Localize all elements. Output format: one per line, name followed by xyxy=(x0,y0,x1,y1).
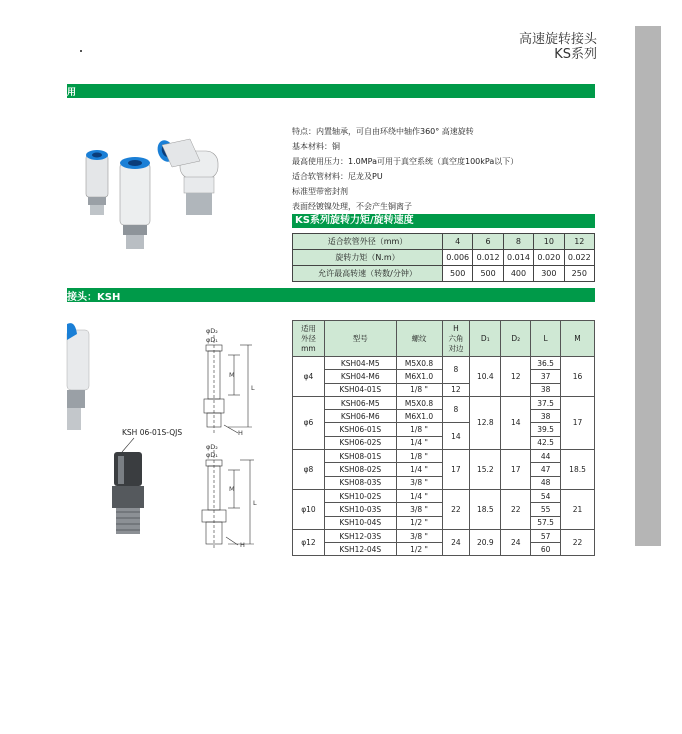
header-thread: 螺纹 xyxy=(396,321,442,357)
torque-row xyxy=(293,250,595,266)
cell-l: 55 xyxy=(531,503,561,516)
partial-fitting-photo xyxy=(67,320,97,450)
elbow-fitting xyxy=(155,138,218,215)
cell-model: KSH10-03S xyxy=(324,503,396,516)
title-line-2: KS系列 xyxy=(554,47,597,62)
cell-model: KSH08-03S xyxy=(324,476,396,489)
drawing-label-d1: φD₁ xyxy=(206,336,218,344)
cell-d1: 12.8 xyxy=(470,396,501,449)
cell-model: KSH06-02S xyxy=(324,436,396,449)
torque-cell: 0.022 xyxy=(564,250,594,266)
cell-d1: 10.4 xyxy=(470,357,501,397)
small-fitting xyxy=(86,150,108,215)
feature-item: 适合软管材料：尼龙及PU xyxy=(292,172,383,181)
torque-cell: 250 xyxy=(564,266,594,282)
cell-d2: 24 xyxy=(501,529,531,556)
cell-od: φ4 xyxy=(293,357,325,397)
page-title xyxy=(519,32,597,62)
torque-table xyxy=(292,233,595,282)
cell-thread: 1/8 " xyxy=(396,423,442,436)
decorative-dot xyxy=(80,50,82,52)
cell-m: 22 xyxy=(561,529,595,556)
drawing-label-d2: φD₂ xyxy=(206,327,218,335)
medium-fitting xyxy=(120,157,150,249)
cell-thread: 1/4 " xyxy=(396,489,442,502)
table-row xyxy=(293,489,595,502)
cell-od: φ10 xyxy=(293,489,325,529)
photo-caption: KSH 06-01S-QJS xyxy=(122,428,183,437)
cell-model: KSH08-02S xyxy=(324,463,396,476)
cell-d2: 14 xyxy=(501,396,531,449)
cell-l: 39.5 xyxy=(531,423,561,436)
cell-l: 37 xyxy=(531,370,561,383)
cell-l: 54 xyxy=(531,489,561,502)
torque-cell: 12 xyxy=(564,234,594,250)
cell-h: 12 xyxy=(442,383,470,396)
feature-item: 基本材料：铜 xyxy=(292,142,340,151)
cell-h: 14 xyxy=(442,423,470,450)
torque-row-label: 允许最高转速（转数/分钟） xyxy=(293,266,443,282)
cell-thread: M6X1.0 xyxy=(396,410,442,423)
feature-item: 最高使用压力：1.0MPa可用于真空系统（真空度100kPa以下） xyxy=(292,157,519,166)
table-row xyxy=(293,383,595,396)
torque-cell: 300 xyxy=(534,266,564,282)
cell-thread: M5X0.8 xyxy=(396,357,442,370)
ksh-spec-table xyxy=(292,320,595,556)
drawing-label-m: M xyxy=(229,371,235,379)
torque-cell: 500 xyxy=(443,266,473,282)
torque-row xyxy=(293,266,595,282)
cell-d2: 22 xyxy=(501,489,531,529)
ksh-dimension-drawing xyxy=(188,325,288,550)
cell-model: KSH10-04S xyxy=(324,516,396,529)
cell-model: KSH12-04S xyxy=(324,543,396,556)
spec-table-viewport xyxy=(292,320,596,554)
cell-m: 17 xyxy=(561,396,595,449)
cell-model: KSH04-M6 xyxy=(324,370,396,383)
cell-thread: M5X0.8 xyxy=(396,396,442,409)
cell-thread: 3/8 " xyxy=(396,529,442,542)
torque-cell: 6 xyxy=(473,234,503,250)
cell-d1: 18.5 xyxy=(470,489,501,529)
cell-thread: 1/2 " xyxy=(396,516,442,529)
cell-l: 57.5 xyxy=(531,516,561,529)
cell-l: 57 xyxy=(531,529,561,542)
cell-model: KSH04-M5 xyxy=(324,357,396,370)
header-l: L xyxy=(531,321,561,357)
section1-tag: 用 xyxy=(67,88,77,98)
torque-row-label: 旋转力矩（N.m） xyxy=(293,250,443,266)
cell-thread: 1/2 " xyxy=(396,543,442,556)
cell-thread: 1/8 " xyxy=(396,383,442,396)
table-row xyxy=(293,450,595,463)
cell-model: KSH04-01S xyxy=(324,383,396,396)
cell-l: 38 xyxy=(531,383,561,396)
cell-m: 16 xyxy=(561,357,595,397)
cell-od: φ8 xyxy=(293,450,325,490)
feature-list xyxy=(292,124,518,214)
cell-thread: 1/4 " xyxy=(396,436,442,449)
cell-h: 8 xyxy=(442,357,470,384)
cell-thread: 3/8 " xyxy=(396,476,442,489)
torque-cell: 0.020 xyxy=(534,250,564,266)
table-row xyxy=(293,357,595,370)
torque-cell: 500 xyxy=(473,266,503,282)
torque-cell: 4 xyxy=(443,234,473,250)
drawing-label-d2: φD₂ xyxy=(206,443,218,451)
torque-row xyxy=(293,234,595,250)
section2-title: 接头：KSH xyxy=(67,292,121,303)
cell-l: 44 xyxy=(531,450,561,463)
torque-row-label: 适合软管外径（mm） xyxy=(293,234,443,250)
torque-cell: 0.014 xyxy=(503,250,533,266)
ksh-fitting-photo xyxy=(100,438,160,548)
table-row xyxy=(293,396,595,409)
header-d2: D₂ xyxy=(501,321,531,357)
cell-h: 24 xyxy=(442,529,470,556)
header-model: 型号 xyxy=(324,321,396,357)
table-row xyxy=(293,423,595,436)
cell-od: φ6 xyxy=(293,396,325,449)
torque-cell: 8 xyxy=(503,234,533,250)
drawing-label-m: M xyxy=(229,485,235,493)
cell-h: 17 xyxy=(442,450,470,490)
drawing-label-d1: φD₁ xyxy=(206,451,218,459)
section1-bar xyxy=(67,84,595,98)
cell-model: KSH06-M5 xyxy=(324,396,396,409)
cell-l: 36.5 xyxy=(531,357,561,370)
torque-cell: 10 xyxy=(534,234,564,250)
cell-m: 18.5 xyxy=(561,450,595,490)
torque-cell: 0.006 xyxy=(443,250,473,266)
cell-d1: 20.9 xyxy=(470,529,501,556)
cell-m: 21 xyxy=(561,489,595,529)
cell-h: 8 xyxy=(442,396,470,423)
cell-d2: 17 xyxy=(501,450,531,490)
cell-thread: 1/4 " xyxy=(396,463,442,476)
cell-model: KSH06-M6 xyxy=(324,410,396,423)
header-m: M xyxy=(561,321,595,357)
drawing-label-h: H xyxy=(240,541,245,549)
cell-h: 22 xyxy=(442,489,470,529)
title-line-1: 高速旋转接头 xyxy=(518,32,597,47)
drawing-label-l: L xyxy=(251,384,255,392)
cell-thread: 1/8 " xyxy=(396,450,442,463)
cell-l: 48 xyxy=(531,476,561,489)
feature-item: 表面经镀镍处理，不会产生铜离子 xyxy=(292,202,412,211)
cell-model: KSH08-01S xyxy=(324,450,396,463)
cell-thread: M6X1.0 xyxy=(396,370,442,383)
spec-header-row xyxy=(293,321,595,357)
cell-model: KSH06-01S xyxy=(324,423,396,436)
torque-cell: 400 xyxy=(503,266,533,282)
torque-cell: 0.012 xyxy=(473,250,503,266)
header-h: H 六角 对边 xyxy=(442,321,470,357)
cell-l: 47 xyxy=(531,463,561,476)
header-d1: D₁ xyxy=(470,321,501,357)
feature-item: 特点：内置轴承，可自由环绕中轴作360° 高速旋转 xyxy=(292,127,474,136)
cell-l: 38 xyxy=(531,410,561,423)
cell-od: φ12 xyxy=(293,529,325,556)
drawing-label-l: L xyxy=(253,499,257,507)
drawing-label-h: H xyxy=(238,429,243,437)
table-row xyxy=(293,529,595,542)
torque-section-bar: KS系列旋转力矩/旋转速度 xyxy=(292,214,595,228)
header-od: 适用 外径 mm xyxy=(293,321,325,357)
cell-model: KSH12-03S xyxy=(324,529,396,542)
right-gray-sidebar xyxy=(635,26,661,546)
cell-l: 60 xyxy=(531,543,561,556)
ks-fittings-photo xyxy=(80,135,240,255)
cell-l: 37.5 xyxy=(531,396,561,409)
section2-bar xyxy=(67,288,595,302)
cell-model: KSH10-02S xyxy=(324,489,396,502)
cell-l: 42.5 xyxy=(531,436,561,449)
cell-d1: 15.2 xyxy=(470,450,501,490)
feature-item: 标准型带密封剂 xyxy=(292,187,348,196)
cell-d2: 12 xyxy=(501,357,531,397)
cell-thread: 3/8 " xyxy=(396,503,442,516)
